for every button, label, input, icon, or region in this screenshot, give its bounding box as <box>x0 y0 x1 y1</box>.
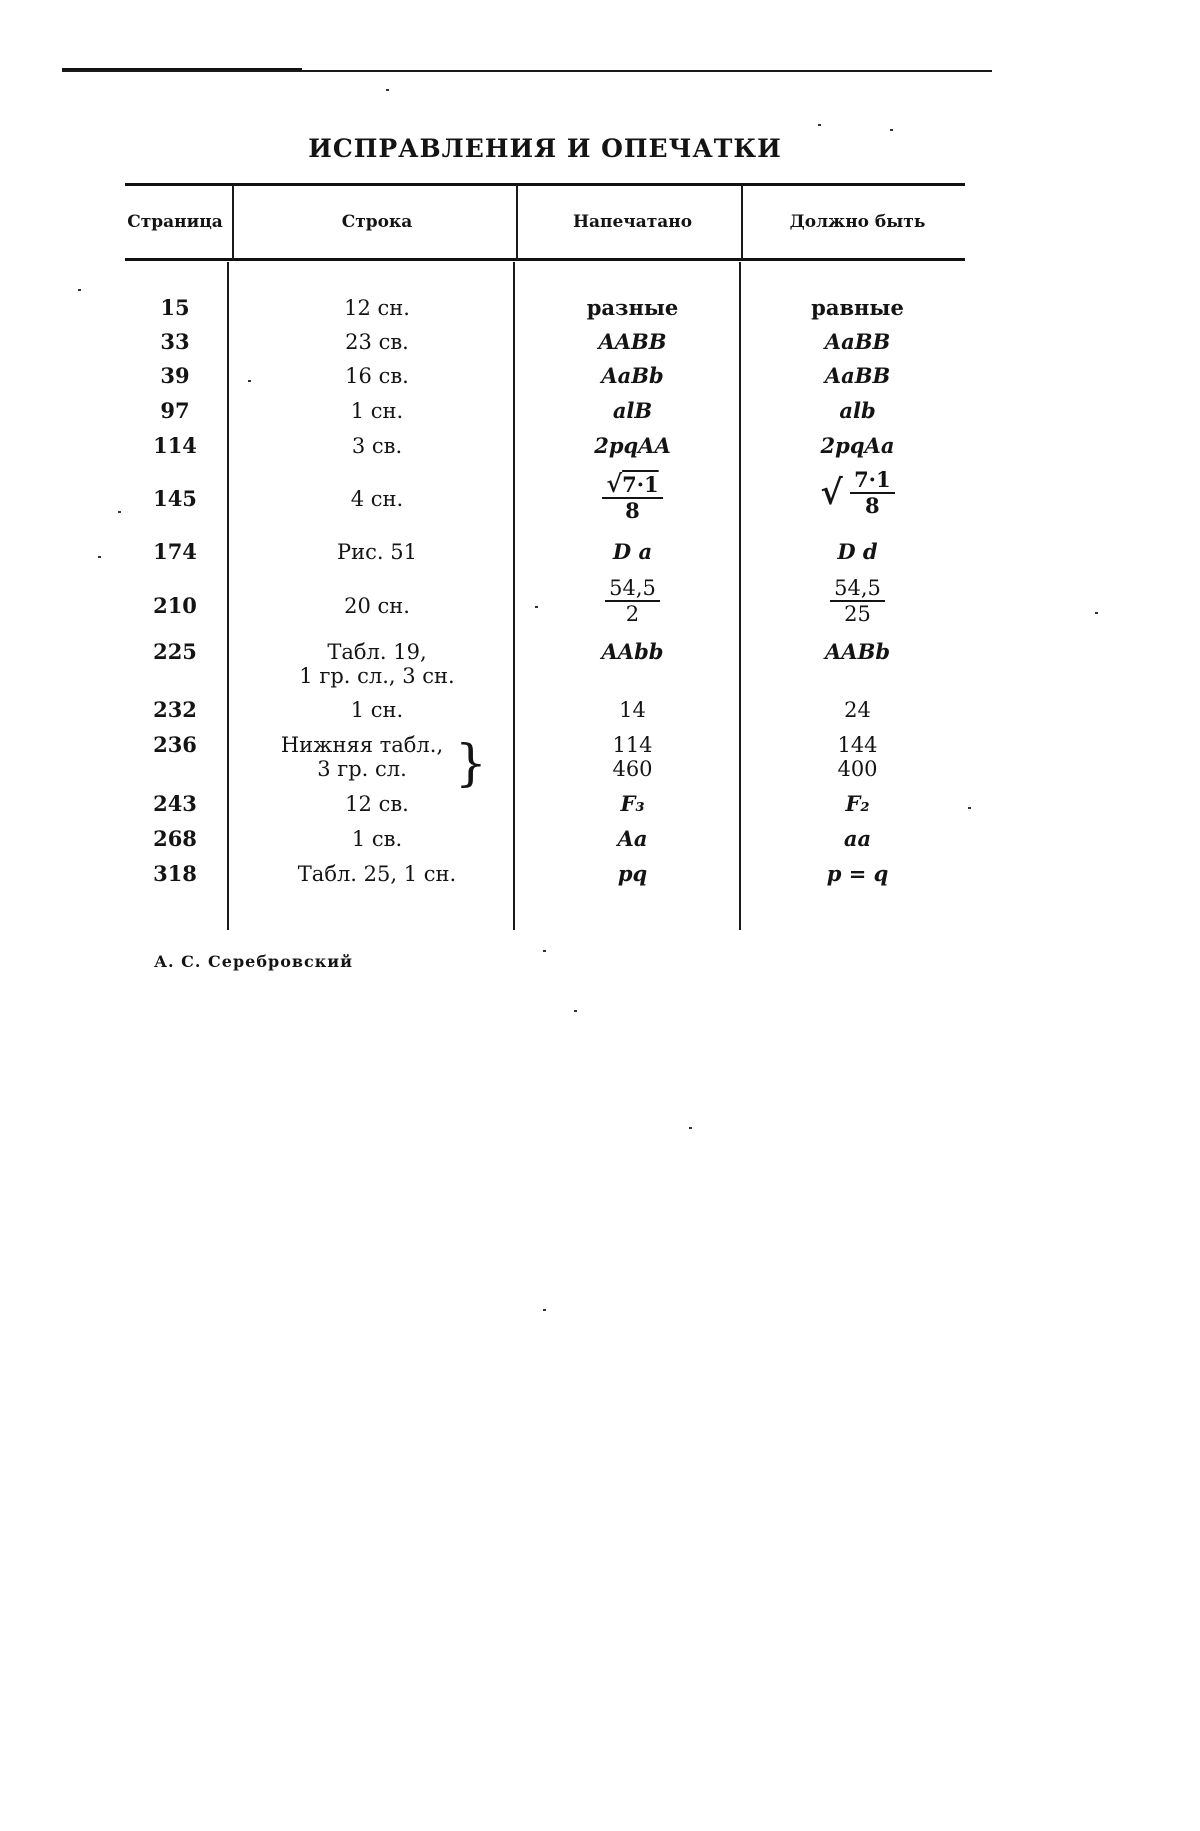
fraction: $\frac{54,5}{25}$ <box>830 576 885 626</box>
row-page: 15 <box>160 295 190 320</box>
row-correct: AABb <box>824 639 891 664</box>
row-printed-fraction <box>520 469 745 523</box>
row-line: 1 св. <box>351 827 403 851</box>
row-line: 1 сн. <box>350 399 404 423</box>
row-printed: F₃ <box>620 791 645 816</box>
table-top-rule <box>125 183 965 186</box>
header-printed: Напечатано <box>572 212 693 232</box>
row-printed: AABB <box>598 329 667 354</box>
row-printed: Aa <box>617 826 648 851</box>
scan-speck <box>890 129 893 131</box>
row-line: 16 св. <box>345 364 409 388</box>
row-printed: разные <box>586 295 679 320</box>
top-rule <box>62 70 992 72</box>
row-printed-1: 114 <box>612 733 653 757</box>
row-line-1: Нижняя табл., <box>280 733 444 757</box>
row-printed-2: 460 <box>612 757 653 781</box>
row-correct: AaBB <box>824 363 891 388</box>
row-page: 210 <box>153 593 197 618</box>
scan-speck <box>248 380 251 382</box>
scan-speck <box>818 124 821 126</box>
row-correct-fraction <box>745 576 970 626</box>
row-page: 174 <box>153 539 197 564</box>
row-printed: pq <box>617 861 648 886</box>
scan-speck <box>968 807 971 809</box>
row-correct-2: 400 <box>837 757 878 781</box>
row-line: 20 сн. <box>344 594 410 618</box>
header-page: Страница <box>127 212 223 232</box>
column-divider-1-header <box>232 185 234 260</box>
scan-speck <box>689 1127 692 1129</box>
row-correct: p = q <box>826 861 889 886</box>
scan-speck <box>535 606 538 608</box>
row-line: 12 сн. <box>344 296 410 320</box>
scan-speck <box>78 289 81 291</box>
row-correct: aa <box>843 826 872 851</box>
row-page: 225 <box>153 639 197 664</box>
scan-speck <box>386 89 389 91</box>
row-printed: 14 <box>619 698 646 722</box>
row-correct-fraction <box>745 468 970 518</box>
row-line: 3 св. <box>351 434 403 458</box>
row-correct: 24 <box>844 698 871 722</box>
fraction: $\frac{54,5}{2}$ <box>605 576 660 626</box>
row-page: 232 <box>153 697 197 722</box>
row-correct-1: 144 <box>837 733 878 757</box>
row-correct: alb <box>839 398 876 423</box>
row-printed: AAbb <box>601 639 664 664</box>
row-line-2: 1 гр. сл., 3 сн. <box>299 664 455 688</box>
fraction: $\frac{√7\cdot 1}{8}$ <box>602 472 662 523</box>
header-line: Строка <box>341 212 413 232</box>
row-correct: AaBB <box>824 329 891 354</box>
fraction: $\frac{7\cdot 1}{8}$ <box>850 468 895 518</box>
row-correct: 2pqAa <box>820 433 895 458</box>
scan-speck <box>118 511 121 513</box>
row-page: 97 <box>160 398 190 423</box>
table-header-rule <box>125 258 965 261</box>
row-printed: 2pqAA <box>594 433 671 458</box>
row-page: 236 <box>153 732 197 757</box>
row-correct: F₂ <box>845 791 870 816</box>
row-printed: AaBb <box>601 363 664 388</box>
row-page: 145 <box>153 486 197 511</box>
sqrt-icon: √ <box>606 469 623 498</box>
author-signature: А. С. Серебровский <box>154 952 354 971</box>
header-correct: Должно быть <box>789 212 926 232</box>
row-page: 33 <box>160 329 190 354</box>
row-page: 114 <box>153 433 197 458</box>
row-line-2: 3 гр. сл. <box>317 757 407 781</box>
page-title: ИСПРАВЛЕНИЯ И ОПЕЧАТКИ <box>308 134 782 163</box>
row-page: 39 <box>160 363 190 388</box>
row-line: 12 св. <box>345 792 409 816</box>
scan-speck <box>98 556 101 558</box>
row-printed: alB <box>612 398 653 423</box>
row-line: 4 сн. <box>350 487 404 511</box>
row-line: 1 сн. <box>350 698 404 722</box>
row-page: 243 <box>153 791 197 816</box>
scan-speck <box>543 950 546 952</box>
row-line: Табл. 25, 1 сн. <box>297 862 457 886</box>
row-line-1: Табл. 19, <box>327 640 427 664</box>
row-printed: D a <box>612 539 653 564</box>
row-line: Рис. 51 <box>337 540 417 564</box>
scan-speck <box>1095 612 1098 614</box>
row-page: 318 <box>153 861 197 886</box>
scan-speck <box>543 1309 546 1311</box>
sqrt-icon: √ <box>820 473 843 513</box>
row-printed-fraction <box>520 576 745 626</box>
row-correct: равные <box>811 295 904 320</box>
row-correct: D d <box>837 539 878 564</box>
scan-speck <box>574 1010 577 1012</box>
row-page: 268 <box>153 826 197 851</box>
brace-icon: } <box>455 734 487 792</box>
row-line: 23 св. <box>345 330 409 354</box>
